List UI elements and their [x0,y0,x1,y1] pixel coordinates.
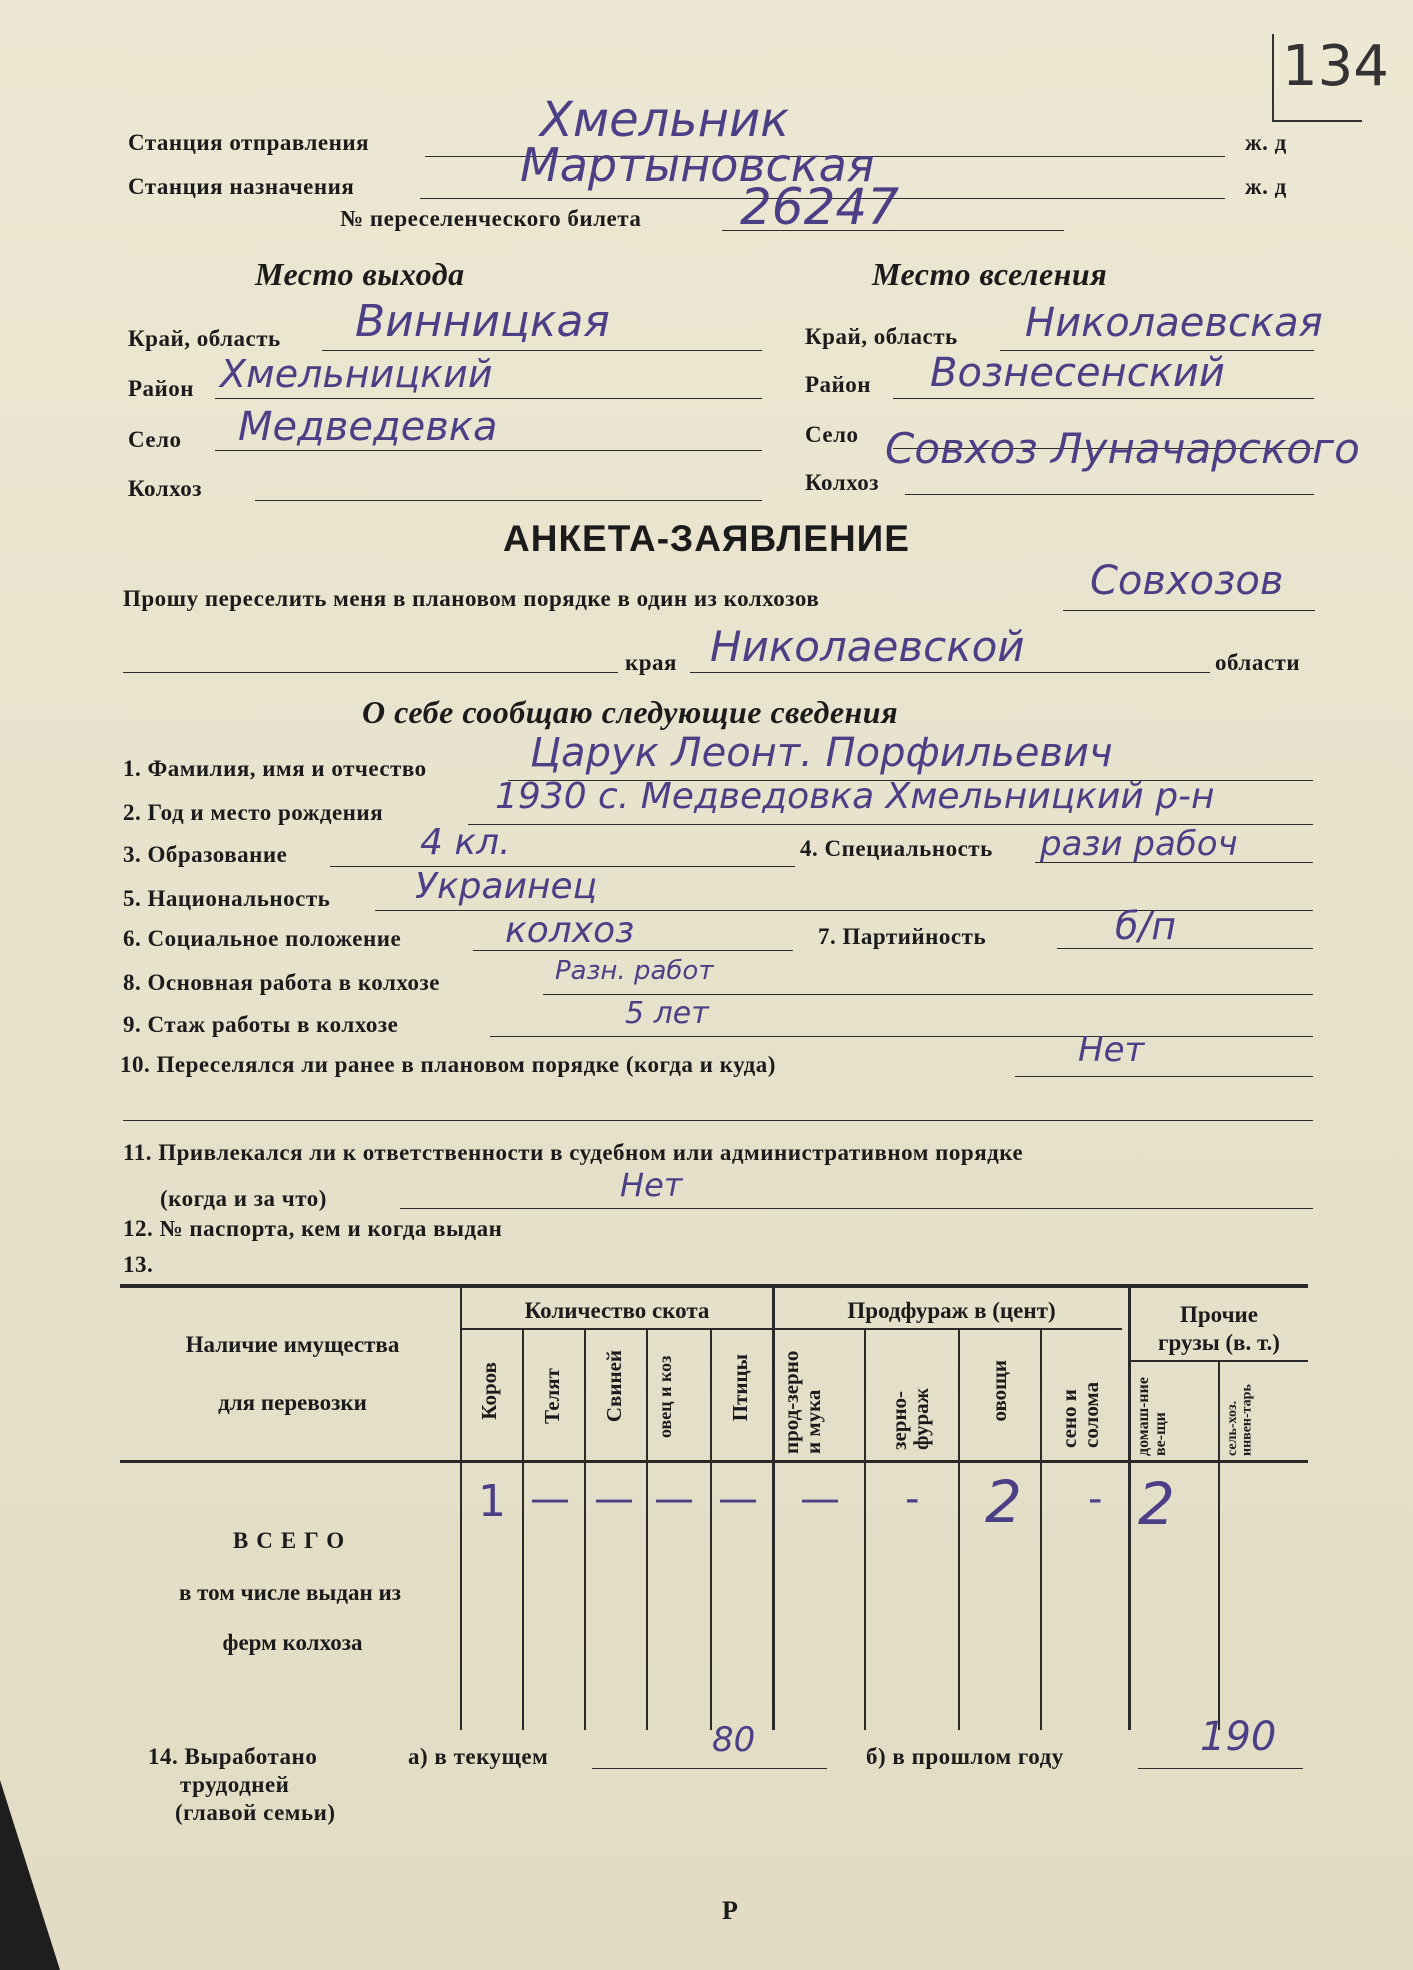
workdays-last-line [1138,1768,1303,1769]
table-group-line [462,1328,1122,1330]
value-pigs: — [594,1476,634,1522]
destination-station-label: Станция назначения [128,174,355,199]
origin-region-value: Винницкая [355,296,610,347]
workdays-current-label: а) в текущем [408,1744,549,1769]
info-heading: О себе сообщаю следующие сведения [362,694,899,730]
workdays-current-value: 80 [712,1720,756,1760]
request-kraya-value: Николаевской [710,622,1025,671]
dest-kolkhoz-line [905,494,1314,495]
dest-region-value: Николаевская [1025,300,1323,346]
col-cows: Коров [477,1362,501,1420]
request-line-1-blank [1063,610,1315,611]
col-farm: сель-хоз. инвен-тарь [1225,1384,1255,1456]
field-8-value: Разн. работ [555,956,714,986]
field-11-label-2: (когда и за что) [160,1186,327,1211]
col-veg: овощи [987,1360,1011,1422]
col-line-6 [772,1288,775,1730]
departure-station-value: Хмельник [540,92,790,148]
workdays-label-2: трудодней [180,1772,290,1797]
field-9-line [490,1036,1313,1037]
field-8-label: 8. Основная работа в колхозе [123,970,440,995]
value-household: 2 [1138,1470,1175,1538]
field-11-value: Нет [620,1166,683,1204]
value-grain: — [800,1476,840,1522]
field-10-line [1015,1076,1313,1077]
field-7-value: б/п [1115,904,1177,948]
total-label-1: ВСЕГО [232,1528,353,1553]
col-calves: Телят [540,1368,564,1424]
field-4-value: рази рабоч [1040,824,1238,864]
origin-village-value: Медведевка [238,404,498,450]
field-12-label: 12. № паспорта, кем и когда выдан [123,1216,503,1241]
property-label-1: Наличие имущества [185,1332,400,1357]
request-oblast-blank [690,672,1210,673]
col-line-5 [710,1330,712,1730]
col-line-3 [584,1330,586,1730]
dest-district-label: Район [805,372,872,397]
workdays-last-label: б) в прошлом году [866,1744,1064,1769]
form-title: АНКЕТА-ЗАЯВЛЕНИЕ [503,518,910,559]
group-feed: Продфураж в (цент) [847,1298,1056,1323]
rail-abbr: ж. д [1245,130,1287,155]
property-label-2: для перевозки [218,1390,367,1415]
field-10-line-2 [123,1120,1313,1121]
origin-kolkhoz-line [255,500,762,501]
origin-district-label: Район [128,376,195,401]
workdays-last-value: 190 [1200,1714,1277,1760]
origin-district-line [215,398,762,399]
field-10-label: 10. Переселялся ли ранее в плановом порядке (когда и куда) [120,1052,776,1077]
col-sheep: овец и коз [655,1355,675,1438]
col-line-8 [958,1330,960,1730]
field-7-line [1057,948,1313,949]
group-livestock: Количество скота [524,1298,710,1323]
dest-region-label: Край, область [805,324,958,349]
departure-station-label: Станция отправления [128,130,370,155]
ticket-number-label: № переселенческого билета [340,206,642,231]
destination-heading: Место вселения [872,256,1108,292]
workdays-label-1: 14. Выработано [148,1744,318,1769]
field-6-value: колхоз [505,910,635,951]
col-grain: прод-зерно и мука [779,1350,826,1454]
dest-kolkhoz-label: Колхоз [805,470,879,495]
field-5-label: 5. Национальность [123,886,331,911]
footer-mark: Р [722,1896,739,1925]
value-veg: 2 [985,1468,1022,1536]
torn-corner [0,1780,60,1970]
col-household: домаш-ние ве-щи [1135,1377,1169,1456]
total-label-2: в том числе выдан из [179,1580,401,1605]
workdays-label-3: (главой семьи) [175,1800,336,1825]
origin-village-label: Село [128,427,182,452]
origin-village-line [215,450,762,451]
field-11-line [400,1208,1313,1209]
field-3-label: 3. Образование [123,842,288,867]
origin-heading: Место выхода [255,256,465,292]
field-8-line [543,994,1313,995]
field-4-label: 4. Специальность [800,836,993,861]
total-label-3: ферм колхоза [222,1630,363,1655]
col-pigs: Свиней [602,1350,626,1423]
request-kraya-label: края [625,650,677,675]
origin-district-value: Хмельницкий [220,352,493,396]
dest-village-label: Село [805,422,859,447]
origin-region-line [322,350,762,351]
value-cows: 1 [478,1476,506,1527]
col-fodder: зерно-фураж [887,1388,934,1450]
group-other-2: грузы (в. т.) [1158,1330,1280,1355]
dest-district-line [893,398,1314,399]
value-birds: — [718,1476,758,1522]
field-13-label: 13. [123,1252,154,1277]
dest-village-value: Совхоз Луначарского [885,424,1360,473]
origin-kolkhoz-label: Колхоз [128,476,202,501]
field-1-value: Царук Леонт. Порфильевич [530,730,1113,776]
field-11-label: 11. Привлекался ли к ответственности в судебном или административном порядке [123,1140,1024,1165]
workdays-current-line [592,1768,827,1769]
field-2-label: 2. Год и место рождения [123,800,384,825]
value-fodder: - [905,1476,920,1522]
request-line-1-value: Совхозов [1090,558,1284,604]
ticket-number-value: 26247 [740,178,900,236]
field-7-label: 7. Партийность [818,924,987,949]
request-kraya-blank [123,672,618,673]
col-line-4 [646,1330,648,1730]
value-sheep: — [654,1476,694,1522]
field-2-value: 1930 с. Медведовка Хмельницкий р-н [495,776,1215,817]
destination-station-value: Мартыновская [520,138,875,192]
col-line-7 [864,1330,866,1730]
field-6-label: 6. Социальное положение [123,926,402,951]
value-calves: — [530,1476,570,1522]
rail-abbr-2: ж. д [1245,174,1287,199]
field-9-label: 9. Стаж работы в колхозе [123,1012,399,1037]
field-3-value: 4 кл. [420,822,511,863]
request-oblasti-label: области [1215,650,1301,675]
col-birds: Птицы [728,1354,752,1422]
origin-region-label: Край, область [128,326,281,351]
archive-page-number: 134 [1272,34,1362,122]
field-9-value: 5 лет [625,996,709,1031]
col-line-2 [522,1330,524,1730]
field-10-value: Нет [1078,1030,1145,1070]
group-other-1: Прочие [1179,1302,1259,1327]
col-hay: сено и солома [1057,1381,1104,1448]
request-line-1: Прошу переселить меня в плановом порядке в один из колхозов [123,586,820,611]
col-line-11 [1218,1362,1220,1730]
dest-district-value: Вознесенский [930,350,1225,396]
col-line-9 [1040,1330,1042,1730]
col-line-1 [460,1288,462,1730]
field-1-label: 1. Фамилия, имя и отчество [123,756,427,781]
field-5-value: Украинец [415,866,598,907]
value-hay: - [1088,1476,1103,1522]
